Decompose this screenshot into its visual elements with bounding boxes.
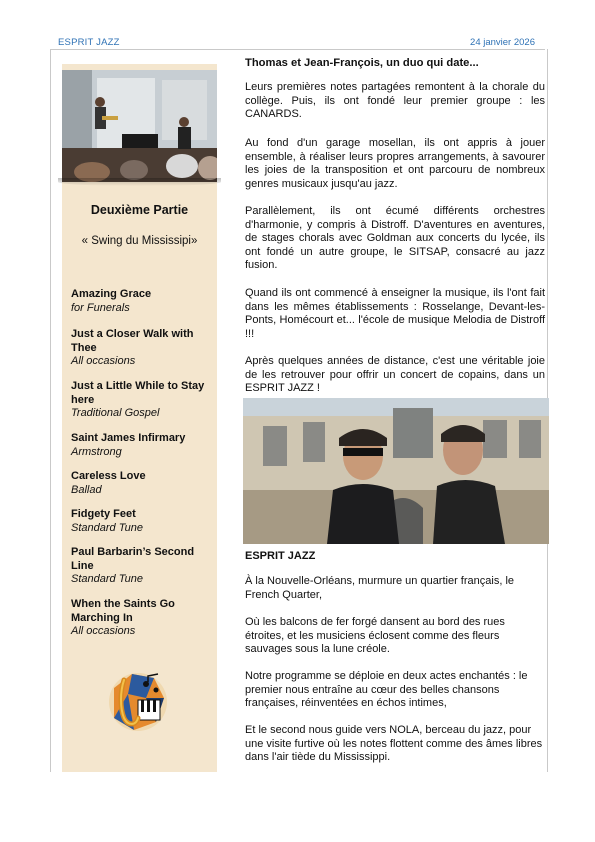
tune-title: Fidgety Feet (71, 508, 136, 520)
tune-subtitle: Standard Tune (71, 573, 143, 585)
tune-subtitle: Ballad (71, 483, 102, 496)
tune-title: When the Saints Go Marching In (71, 598, 175, 624)
left-border (50, 49, 51, 772)
tune-item (71, 328, 213, 369)
tune-item (71, 598, 213, 639)
esprit-paragraph: Où les balcons de fer forgé dansent au bord des rues étroites, et les musiciens éclosent comme des fleurs sauvages sous la lune créole. (245, 616, 505, 656)
article-paragraph: Parallèlement, ils ont écumé différents orchestres d'harmonie, y compris à Distroff. D'aventures en aventures, de stages chorals avec Goldman aux concerts du lycée, ils ont fondé un autre groupe, le SITSAP, consacré au jazz fusion. (245, 205, 545, 272)
tune-title: Just a Little While to Stay here (71, 380, 205, 406)
esprit-paragraph: Et le second nous guide vers NOLA, berceau du jazz, pour une visite furtive où les notes flottent comme des âmes libres dans l'air tiède du Mississippi. (245, 724, 543, 764)
tune-item (71, 508, 213, 535)
tune-subtitle: for Funerals (71, 301, 130, 314)
header-rule (50, 49, 545, 50)
tune-subtitle: Armstrong (71, 445, 122, 458)
header-date: 24 janvier 2026 (470, 37, 535, 48)
tune-item (71, 288, 213, 315)
duo-photo (243, 398, 549, 544)
concert-photo (62, 70, 217, 182)
concert-photo-illustration (62, 70, 217, 182)
tune-item (71, 380, 213, 421)
article-paragraph: Leurs premières notes partagées remontent à la chorale du collège. Puis, ils ont fondé leur premier groupe : les CANARDS. (245, 81, 545, 121)
tune-subtitle: All occasions (71, 625, 136, 637)
esprit-paragraph: À la Nouvelle-Orléans, murmure un quartier français, le French Quarter, (245, 575, 515, 601)
section-subtitle: « Swing du Mississipi» (81, 235, 198, 247)
tune-item (71, 470, 213, 497)
article-paragraph: Au fond d'un garage mosellan, ils ont appris à jouer ensemble, à réaliser leurs propres arrangements, à savourer les joies de la transposition et ont parcouru de nombreux genres musicaux jusqu'au jazz. (245, 137, 545, 190)
tune-subtitle: Traditional Gospel (71, 407, 160, 419)
duo-photo-illustration (243, 398, 549, 544)
section-title: Deuxième Partie (90, 203, 189, 217)
article-paragraph: Quand ils ont commencé à enseigner la musique, ils l'ont fait dans les mêmes établissements : Rosselange, Devant-les-Ponts, Homécourt et... l'école de musique Melodia de Distroff !!! (245, 287, 545, 340)
tune-subtitle: All occasions (71, 355, 136, 367)
program-sidebar (62, 64, 217, 772)
tune-title: Just a Closer Walk with Thee (71, 328, 194, 354)
header-left: ESPRIT JAZZ (58, 37, 120, 48)
article-paragraph: Après quelques années de distance, c'est une véritable joie de les retrouver pour offrir un concert de copains, dans un ESPRIT JAZZ ! (245, 355, 545, 395)
tune-item (71, 432, 213, 459)
esprit-heading: ESPRIT JAZZ (245, 550, 316, 562)
tune-subtitle: Standard Tune (71, 521, 143, 534)
esprit-paragraph: Notre programme se déploie en deux actes enchantés : le premier nous entraîne au cœur des belles chansons françaises, réinventées en échos intimes, (245, 670, 528, 710)
article-title: Thomas et Jean-François, un duo qui date... (245, 57, 479, 69)
saxophone-piano-icon (102, 668, 172, 734)
tune-title: Careless Love (71, 470, 146, 482)
tune-item (71, 546, 213, 587)
tune-title: Amazing Grace (71, 288, 152, 300)
photo-shadow (58, 178, 221, 186)
tune-title: Paul Barbarin’s Second Line (71, 546, 195, 572)
tune-title: Saint James Infirmary (71, 432, 186, 444)
esprit-jazz-logo (102, 668, 172, 734)
